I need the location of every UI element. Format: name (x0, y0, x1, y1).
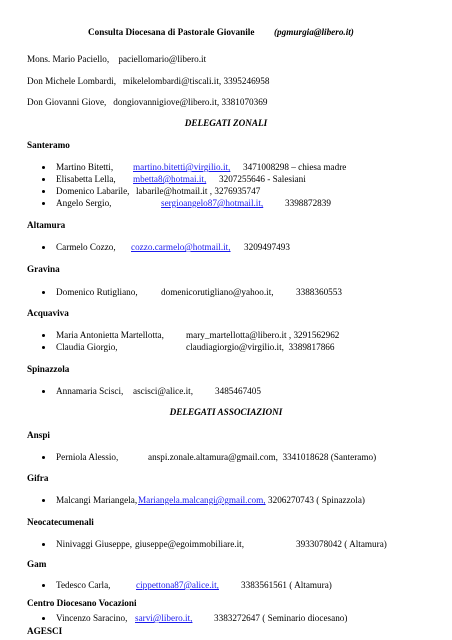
group-gifra: Gifra (27, 473, 49, 483)
contact-line: Don Giovanni Giove, dongiovannigiove@libero.it, 3381070369 (27, 97, 268, 107)
doc-title: Consulta Diocesana di Pastorale Giovanile (88, 27, 255, 37)
group-santeramo: Santeramo (27, 140, 70, 150)
group-neocatecumenali: Neocatecumenali (27, 517, 94, 527)
group-altamura: Altamura (27, 220, 66, 230)
contact-line: Don Michele Lombardi, mikelelombardi@tiscali.it, 3395246958 (27, 76, 270, 86)
group-acquaviva: Acquaviva (27, 308, 69, 318)
group-gam: Gam (27, 559, 47, 569)
email-link[interactable]: sergioangelo87@hotmail.it, (161, 198, 264, 208)
email-link[interactable]: sarvi@libero.it, (135, 613, 193, 623)
group-centro-vocazioni: Centro Diocesano Vocazioni (27, 598, 137, 608)
group-agesci: AGESCI (27, 626, 63, 636)
doc-email: (pgmurgia@libero.it) (274, 27, 354, 37)
email-link[interactable]: mbetta8@hotmai.it, (133, 174, 207, 184)
group-spinazzola: Spinazzola (27, 364, 70, 374)
document-page: Consulta Diocesana di Pastorale Giovanile (pgmurgia@libero.it) Mons. Mario Paciello, paciellomario@libero.it Don Michele Lombardi, mikelelombardi@tiscali.it, 3395246958 Don Giovanni Giove, dongiovannigiove@libero.it, 3381070369 DELEGATI ZONALI Santeramo Martino Bitetti, martino.bitetti@virgilio.it, 3471008298 – chiesa madre Elisabetta Lella, mbetta8@hotmai.it, 3207255646 - Salesiani Domenico Labarile, labarile@hotmail.it , 3276935747 Angelo Sergio, sergioangelo87@hotmail.it, 3398872839 Altamura Carmelo Cozzo, cozzo.carmelo@hotmail.it, 3209497493 Gravina Domenico Rutigliano, domenicorutigliano@yahoo.it, 3388360553 Acquaviva Maria Antonietta Martellotta, mary_martellotta@libero.it , 3291562962 Claudia Giorgio, claudiagiorgio@virgilio.it, 3389817866 Spinazzola Annamaria Scisci, ascisci@alice.it, 3485467405 DELEGATI ASSOCIAZIONI Anspi Perniola Alessio, anspi.zonale.altamura@gmail.com, 3341018628 (Santeramo) Gifra Malcangi Mariangela, Mariangela.malcangi@gmail.com, 3206270743 ( Spinazzola) Neocatecumenali Ninivaggi Giuseppe, giuseppe@egoimmobiliare.it, 3933078042 ( Altamura) Gam Tedesco Carla, cippettona87@alice.it, 3383561561 ( Altamura) Centro Diocesano Vocazioni Vincenzo Saracino, sarvi@libero.it, 3383272647 ( Seminario diocesano) AGESCI (0, 0, 452, 640)
group-anspi: Anspi (27, 430, 50, 440)
section-heading-zonali: DELEGATI ZONALI (184, 118, 268, 128)
group-gravina: Gravina (27, 264, 60, 274)
section-heading-associazioni: DELEGATI ASSOCIAZIONI (169, 407, 283, 417)
contact-line: Mons. Mario Paciello, paciellomario@libero.it (27, 54, 207, 64)
email-link[interactable]: cippettona87@alice.it, (136, 580, 219, 590)
email-link[interactable]: cozzo.carmelo@hotmail.it, (131, 242, 231, 252)
email-link[interactable]: martino.bitetti@virgilio.it, (133, 162, 231, 172)
email-link[interactable]: Mariangela.malcangi@gmail.com, (138, 495, 266, 505)
